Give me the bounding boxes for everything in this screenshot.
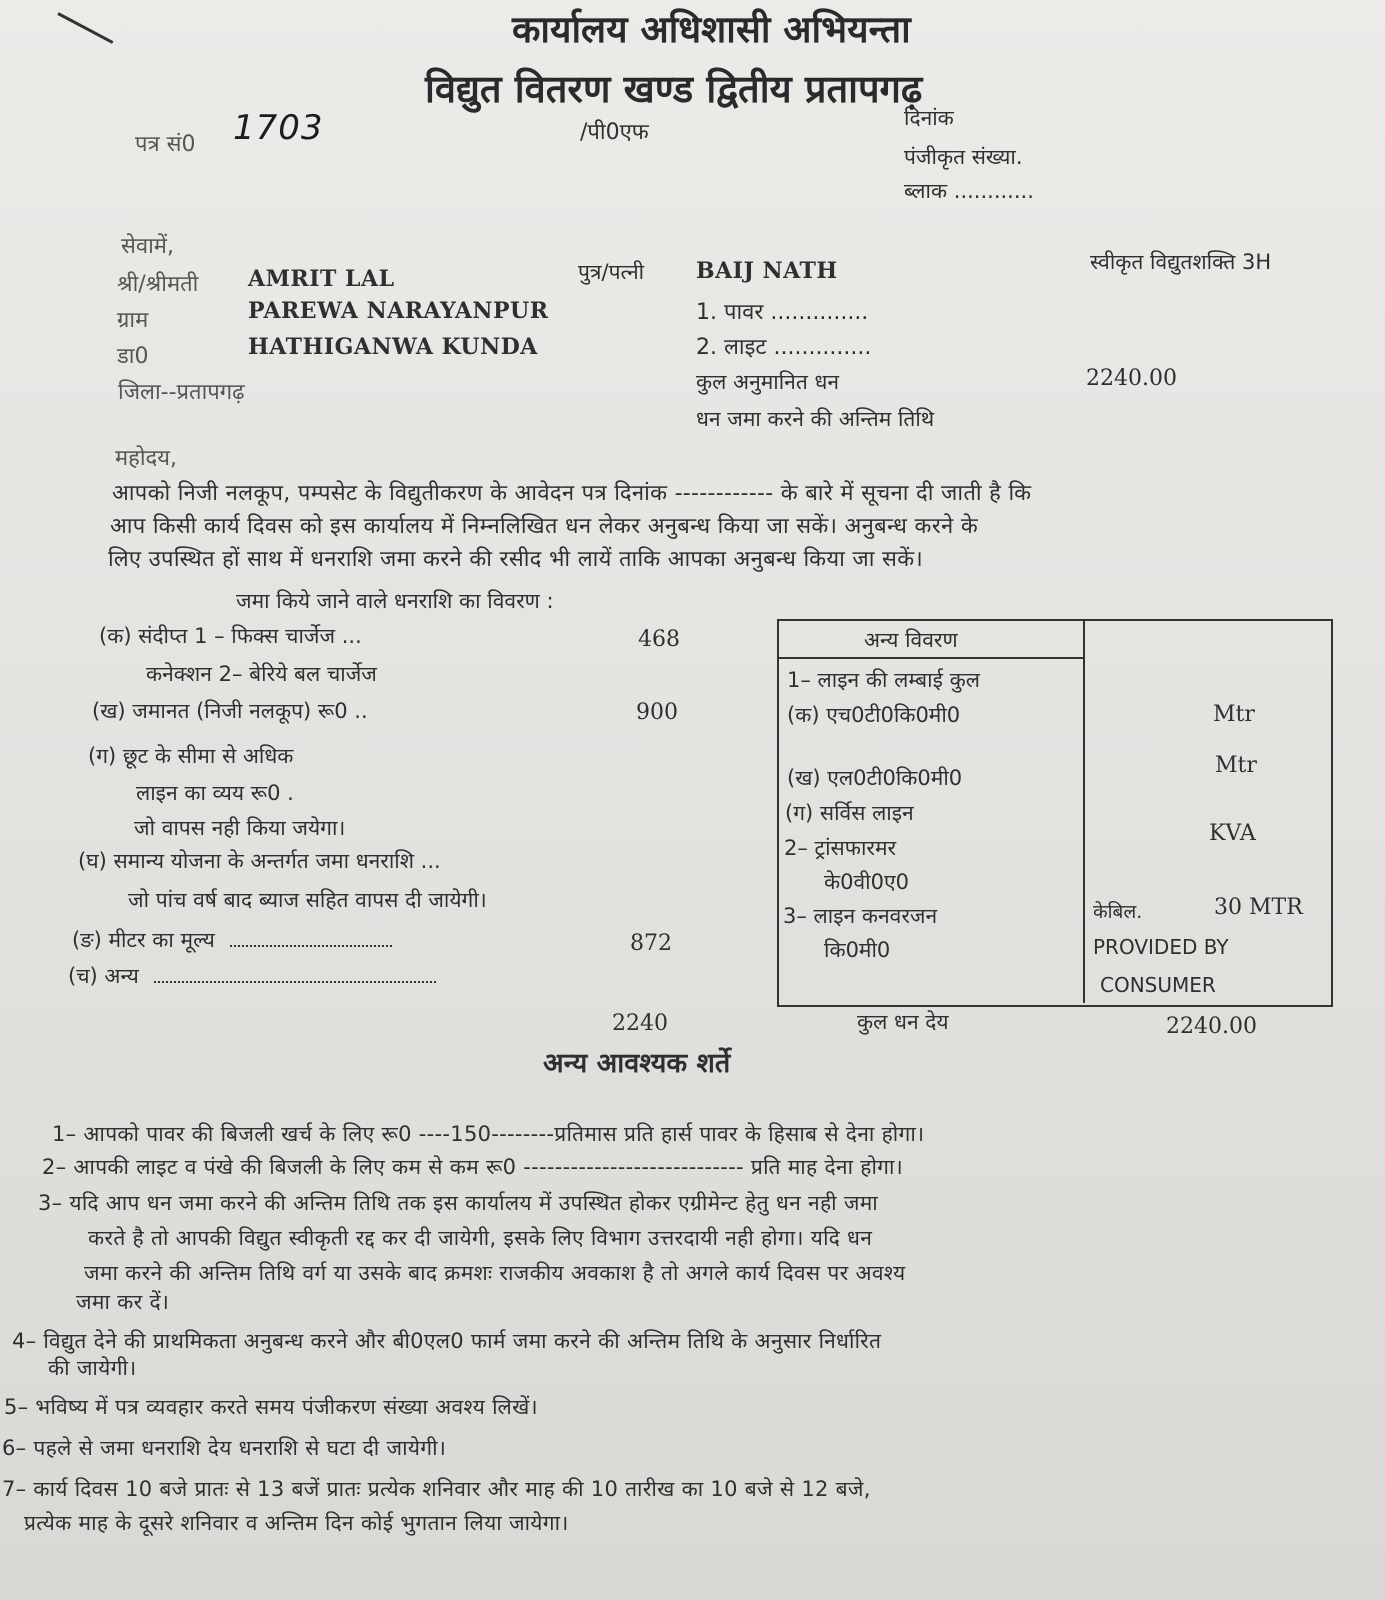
deposit-total-value: 2240: [612, 1011, 668, 1036]
condition-3-line-2: करते है तो आपकी विद्युत स्वीकृती रद्द कर दी जायेगी, इसके लिए विभाग उत्तरदायी नही होगा। यदि धन: [88, 1226, 873, 1250]
table-vertical-divider: [1083, 619, 1085, 1003]
deposit-cha-line: [68, 962, 436, 990]
service-line-label: (ग) सर्विस लाइन: [785, 801, 914, 825]
post-value: HATHIGANWA KUNDA: [248, 334, 538, 360]
line-length-label: 1– लाइन की लम्बाई कुल: [787, 668, 980, 692]
village-label: ग्राम: [117, 308, 149, 333]
deposit-ka-value: 468: [638, 627, 680, 652]
intro-paragraph-line-1: आपको निजी नलकूप, पम्पसेट के विद्युतीकरण के आवेदन पत्र दिनांक ------------ के बारे में सूचना दी जाती है कि: [112, 481, 1032, 506]
village-value: PAREWA NARAYANPUR: [248, 298, 549, 324]
total-estimate-label: कुल अनुमानित धन: [696, 370, 840, 394]
intro-paragraph-line-3: लिए उपस्थित हों साथ में धनराशि जमा करने की रसीद भी लायें ताकि आपका अनुबन्ध किया जा सकें।: [108, 547, 924, 572]
block-label: ब्लाक ............: [904, 179, 1034, 203]
pen-stroke-mark: [57, 12, 113, 44]
deposit-nga-line: [72, 926, 392, 954]
lt-km-label: (ख) एल0टी0कि0मी0: [787, 766, 963, 790]
other-dots: [154, 967, 436, 983]
kva-unit: KVA: [1209, 821, 1256, 846]
power-label: 1. पावर ..............: [696, 300, 869, 325]
cable-value: 30 MTR: [1214, 895, 1303, 920]
letter-no-label: पत्र सं0: [135, 132, 196, 157]
condition-5: 5– भविष्य में पत्र व्यवहार करते समय पंजीकरण संख्या अवश्य लिखें।: [4, 1395, 538, 1419]
deposit-kha-line: (ख) जमानत (निजी नलकूप) रू0 ..: [92, 699, 368, 723]
deposit-ga-line-1: (ग) छूट के सीमा से अधिक: [88, 744, 294, 768]
table-header-divider: [777, 657, 1085, 659]
condition-7-line-1: 7– कार्य दिवस 10 बजे प्रातः से 13 बजें प्रातः प्रत्येक शनिवार और माह की 10 तारीख का 10 बजे से 12 बजे,: [2, 1477, 871, 1501]
last-date-label: धन जमा करने की अन्तिम तिथि: [696, 407, 935, 431]
condition-7-line-2: प्रत्येक माह के दूसरे शनिवार व अन्तिम दिन कोई भुगतान लिया जायेगा।: [24, 1511, 569, 1535]
relation-label: पुत्र/पत्नी: [578, 260, 645, 284]
total-estimate-value: 2240.00: [1086, 366, 1177, 391]
date-label: दिनांक: [904, 106, 954, 130]
condition-4-line-1: 4– विद्युत देने की प्राथमिकता अनुबन्ध करने और बी0एल0 फार्म जमा करने की अन्तिम तिथि के अनुसार निर्धारित: [12, 1329, 882, 1353]
condition-3-line-4: जमा कर दें।: [76, 1290, 170, 1314]
light-label: 2. लाइट ..............: [696, 335, 872, 360]
ht-km-label: (क) एच0टी0कि0मी0: [787, 703, 961, 727]
intro-paragraph-line-2: आप किसी कार्य दिवस को इस कार्यालय में निम्नलिखित धन लेकर अनुबन्ध किया जा सकें। अनुबन्ध करने के: [110, 514, 979, 539]
name-value: AMRIT LAL: [248, 266, 395, 292]
deposit-ga-line-2: लाइन का व्यय रू0 .: [136, 781, 294, 805]
deposit-gha-line-1: (घ) समान्य योजना के अन्तर्गत जमा धनराशि ...: [78, 849, 441, 873]
condition-1: 1– आपको पावर की बिजली खर्च के लिए रू0 ----150--------प्रतिमास प्रति हार्स पावर के हिसाब से देना होगा।: [52, 1122, 925, 1146]
meter-price-dots: [230, 931, 392, 947]
km-label: कि0मी0: [824, 938, 891, 962]
district-label: जिला--प्रतापगढ़: [118, 380, 245, 405]
lt-unit: Mtr: [1215, 753, 1257, 778]
division-title: विद्युत वितरण खण्ड द्वितीय प्रतापगढ़: [425, 67, 923, 111]
condition-2: 2– आपकी लाइट व पंखे की बिजली के लिए कम से कम रू0 ---------------------------- प्रति माह देना होगा।: [42, 1155, 904, 1179]
condition-6: 6– पहले से जमा धनराशि देय धनराशि से घटा दी जायेगी।: [2, 1436, 447, 1460]
registration-no-label: पंजीकृत संख्या.: [904, 145, 1023, 169]
deposit-ka-line-2: कनेक्शन 2– बेरिये बल चार्जेज: [146, 662, 377, 686]
ht-unit: Mtr: [1213, 702, 1255, 727]
salutation-to: सेवामें,: [121, 234, 174, 259]
post-label: डा0: [117, 344, 149, 369]
cable-label: केबिल.: [1093, 901, 1143, 923]
other-details-header: अन्य विवरण: [864, 628, 958, 652]
deposit-nga-value: 872: [630, 931, 672, 956]
other-label: (च) अन्य: [68, 964, 139, 988]
name-label: श्री/श्रीमती: [117, 272, 199, 297]
kva-label: के0वी0ए0: [824, 870, 909, 894]
condition-3-line-3: जमा करने की अन्तिम तिथि वर्ग या उसके बाद क्रमशः राजकीय अवकाश है तो अगले कार्य दिवस पर अवश्य: [84, 1261, 906, 1285]
greeting: महोदय,: [115, 446, 177, 471]
deposit-gha-line-2: जो पांच वर्ष बाद ब्याज सहित वापस दी जायेगी।: [128, 888, 487, 912]
relation-value: BAIJ NATH: [696, 258, 838, 284]
pf-label: /पी0एफ: [580, 120, 649, 145]
sanctioned-power-label: स्वीकृत विद्युतशक्ति 3H: [1090, 250, 1272, 274]
line-conversion-label: 3– लाइन कनवरजन: [783, 904, 938, 928]
conditions-heading: अन्य आवश्यक शर्ते: [543, 1048, 731, 1079]
deposit-ga-line-3: जो वापस नही किया जयेगा।: [134, 816, 346, 840]
deposit-ka-line: (क) संदीप्त 1 – फिक्स चार्जेज ...: [99, 624, 362, 648]
total-payable-label: कुल धन देय: [857, 1010, 949, 1034]
transformer-label: 2– ट्रांसफारमर: [784, 836, 897, 860]
letter-no-value: 1703: [233, 108, 324, 148]
provided-by-label: PROVIDED BY: [1093, 935, 1229, 959]
condition-3-line-1: 3– यदि आप धन जमा करने की अन्तिम तिथि तक इस कार्यालय में उपस्थित होकर एग्रीमेन्ट हेतु धन नही जमा: [38, 1191, 879, 1215]
total-payable-value: 2240.00: [1166, 1014, 1257, 1039]
deposit-heading: जमा किये जाने वाले धनराशि का विवरण :: [236, 589, 554, 613]
condition-4-line-2: की जायेगी।: [48, 1356, 137, 1380]
deposit-kha-value: 900: [636, 700, 678, 725]
office-title: कार्यालय अधिशासी अभियन्ता: [512, 8, 911, 51]
consumer-label: CONSUMER: [1100, 973, 1216, 997]
meter-price-label: (ङ) मीटर का मूल्य: [72, 928, 215, 952]
